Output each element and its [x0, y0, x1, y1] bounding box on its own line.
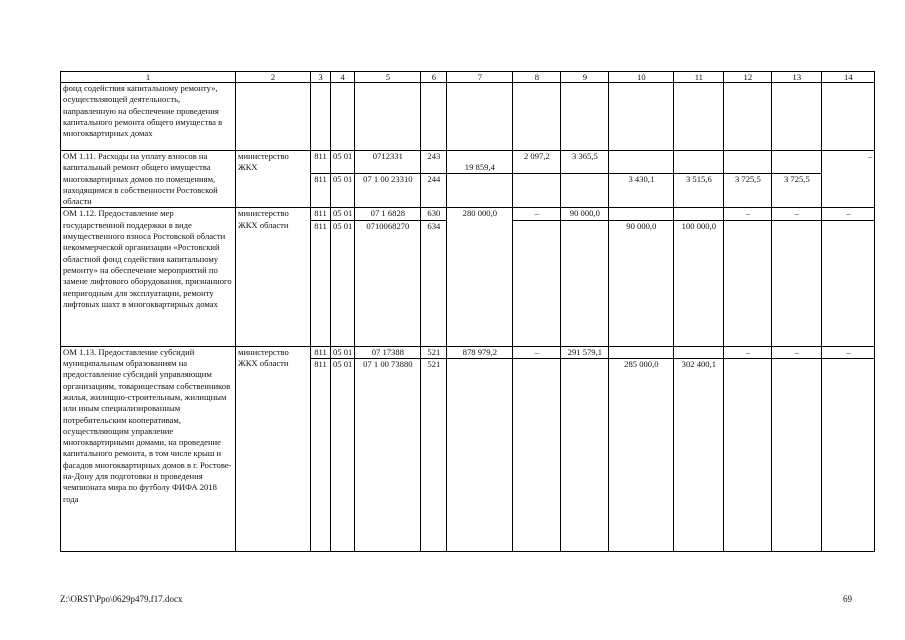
rzpr-cell: 05 01 — [331, 208, 355, 220]
column-number: 4 — [331, 72, 355, 83]
rzpr-cell: 05 01 — [331, 346, 355, 358]
year-value: 3 725,5 — [772, 174, 822, 208]
table-row — [61, 208, 875, 220]
page-number: 69 — [843, 594, 852, 604]
csr-cell: 0710068270 — [355, 220, 421, 346]
vr-cell: 244 — [421, 174, 447, 208]
year-value: 3 515,6 — [674, 174, 724, 208]
rzpr-cell: 05 01 — [331, 151, 355, 174]
year-value: – — [724, 346, 772, 358]
vr-cell: 634 — [421, 220, 447, 346]
grbs-cell: 811 — [311, 208, 331, 220]
column-number: 13 — [772, 72, 822, 83]
vr-cell: 521 — [421, 359, 447, 552]
executor: министерство ЖКХ — [236, 151, 311, 208]
year-value: – — [772, 208, 822, 220]
csr-cell: 07 1 6828 — [355, 208, 421, 220]
year-value: 100 000,0 — [674, 220, 724, 346]
budget-table — [60, 71, 875, 552]
csr-cell: 07 1 00 23310 — [355, 174, 421, 208]
year-value: 302 400,1 — [674, 359, 724, 552]
year-value: 3 430,1 — [609, 174, 674, 208]
measure-description: ОМ 1.12. Предоставление мер государственной поддержки в виде имущественного взноса Ростовской области некоммерческой организации «Ростовский областной фонд содействия капитальному ремонту» на обеспечение мероприятий по замене лифтового оборудования, признанного непригодным для эксплуатации, ремонту лифтовых шахт в многоквартирных домах — [61, 208, 236, 346]
table-row — [61, 83, 875, 151]
column-number: 11 — [674, 72, 724, 83]
table-row — [61, 151, 875, 174]
year-value: 3 725,5 — [724, 174, 772, 208]
year-value: 291 579,1 — [561, 346, 609, 358]
vr-cell: 243 — [421, 151, 447, 174]
total-cell: 19 859,4 — [447, 151, 513, 174]
year-value: – — [822, 346, 875, 358]
column-number: 1 — [61, 72, 236, 83]
table-row — [61, 346, 875, 358]
vr-cell: 521 — [421, 346, 447, 358]
csr-cell: 0712331 — [355, 151, 421, 174]
executor: министерство ЖКХ области — [236, 208, 311, 346]
year-value: – — [822, 208, 875, 220]
column-number: 12 — [724, 72, 772, 83]
total-cell: 280 000,0 — [447, 208, 513, 346]
column-number-row — [61, 72, 875, 83]
rzpr-cell: 05 01 — [331, 220, 355, 346]
year-value: – — [513, 208, 561, 220]
year-value: – — [724, 208, 772, 220]
column-number: 3 — [311, 72, 331, 83]
measure-description: фонд содействия капитальному ремонту», осуществляющей деятельность, направленную на обеспечение проведения капитального ремонта общего имущества в многоквартирных домах — [61, 83, 236, 151]
year-value: 90 000,0 — [561, 208, 609, 220]
grbs-cell: 811 — [311, 174, 331, 208]
year-value: 2 097,2 — [513, 151, 561, 174]
year-value: 3 365,5 — [561, 151, 609, 174]
csr-cell: 07 17388 — [355, 346, 421, 358]
measure-description: ОМ 1.13. Предоставление субсидий муниципальным образованиям на предоставление субсидий управляющим организациям, товариществам собственников жилья, жилищно-строительным, жилищным или иным специализированным потребительским кооперативам, осуществляющим управление многоквартирными домами, на проведение капитального ремонта, в том числе крыш и фасадов многоквартирных домов в г. Ростове-на-Дону для подготовки и проведения чемпионата мира по футболу ФИФА 2018 года — [61, 346, 236, 551]
year-value: 90 000,0 — [609, 220, 674, 346]
year-value: – — [513, 346, 561, 358]
column-number: 14 — [822, 72, 875, 83]
column-number: 10 — [609, 72, 674, 83]
year-value: – — [822, 151, 875, 208]
rzpr-cell: 05 01 — [331, 174, 355, 208]
column-number: 5 — [355, 72, 421, 83]
year-value: – — [772, 346, 822, 358]
column-number: 2 — [236, 72, 311, 83]
column-number: 8 — [513, 72, 561, 83]
executor: министерство ЖКХ области — [236, 346, 311, 551]
vr-cell: 630 — [421, 208, 447, 220]
column-number: 7 — [447, 72, 513, 83]
grbs-cell: 811 — [311, 359, 331, 552]
column-number: 6 — [421, 72, 447, 83]
rzpr-cell: 05 01 — [331, 359, 355, 552]
measure-description: ОМ 1.11. Расходы на уплату взносов на капитальный ремонт общего имущества многоквартирных домов по помещениям, находящимся в собственности Ростовской области — [61, 151, 236, 208]
grbs-cell: 811 — [311, 220, 331, 346]
csr-cell: 07 1 00 73880 — [355, 359, 421, 552]
grbs-cell: 811 — [311, 151, 331, 174]
grbs-cell: 811 — [311, 346, 331, 358]
footer-file-path: Z:\ORST\Ppo\0629p479.f17.docx — [60, 594, 183, 604]
year-value: 285 000,0 — [609, 359, 674, 552]
total-cell: 878 979,2 — [447, 346, 513, 358]
column-number: 9 — [561, 72, 609, 83]
